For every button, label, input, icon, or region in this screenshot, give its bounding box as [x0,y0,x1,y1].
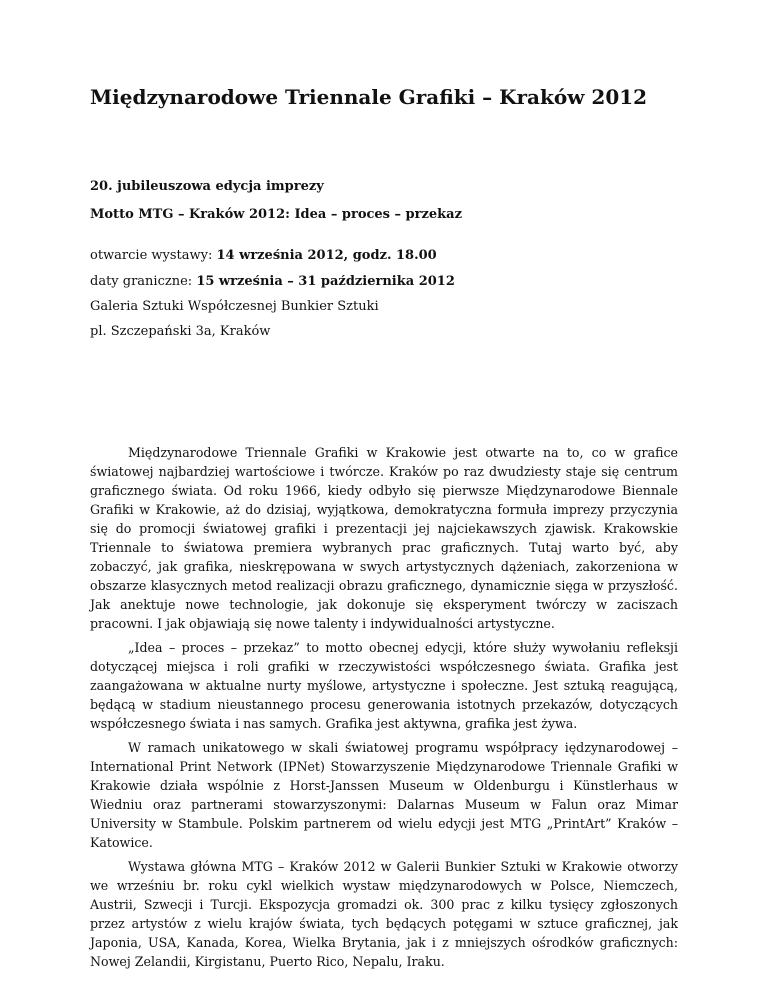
paragraph: Wystawa główna MTG – Kraków 2012 w Galerii Bunkier Sztuki w Krakowie otworzy we wrześniu br. roku cykl wielkich wystaw międzynarodowych w Polsce, Niemczech, Austrii, Szwecji i Turcji. Ekspozycja gromadzi ok. 300 prac z kilku tysięcy zgłoszonych przez artystów z wielu krajów świata, tych będących potęgami w sztuce graficznej, jak Japonia, USA, Kanada, Korea, Wielka Brytania, jak i z mniejszych ośrodków graficznych: Nowej Zelandii, Kirgistanu, Puerto Rico, Nepalu, Iraku. [90,859,678,969]
edition-line: 20. jubileuszowa edycja imprezy [90,179,324,194]
paragraph: „Idea – proces – przekaz” to motto obecnej edycji, które służy wywołaniu refleksji dotyczącej miejsca i roli grafiki w rzeczywistości współczesnego świata. Grafika jest zaangażowana w aktualne nurty myślowe, artystyczne i społeczne. Jest sztuką reagującą, będącą w stadium nieustannego procesu generowania istotnych przekazów, dotyczących współczesnego świata i nas samych. Grafika jest aktywna, grafika jest żywa. [90,640,678,731]
dates-label: daty graniczne: [90,274,197,289]
address-line: pl. Szczepański 3a, Kraków [90,324,271,339]
dates-line [90,274,455,289]
dates-value: 15 września – 31 października 2012 [196,274,455,289]
opening-line [90,248,437,263]
motto-line: Motto MTG – Kraków 2012: Idea – proces – przekaz [90,207,462,222]
document-title: Międzynarodowe Triennale Grafiki – Kraków 2012 [90,85,648,109]
paragraph: W ramach unikatowego w skali światowej programu współpracy iędzynarodowej – International Print Network (IPNet) Stowarzyszenie Międzynarodowe Triennale Grafiki w Krakowie działa wspólnie z Horst-Janssen Museum w Oldenburgu i Künstlerhaus w Wiedniu oraz partnerami stowarzyszonymi: Dalarnas Museum w Falun oraz Mimar University w Stambule. Polskim partnerem od wielu edycji jest MTG „PrintArt” Kraków – Katowice. [90,740,678,850]
body-text [90,443,678,976]
opening-value: 14 września 2012, godz. 18.00 [216,248,437,263]
opening-label: otwarcie wystawy: [90,248,217,263]
paragraph: Międzynarodowe Triennale Grafiki w Krakowie jest otwarte na to, co w grafice światowej najbardziej wartościowe i twórcze. Kraków po raz dwudziesty staje się centrum graficznego świata. Od roku 1966, kiedy odbyło się pierwsze Międzynarodowe Biennale Grafiki w Krakowie, aż do dzisiaj, wyjątkowa, demokratyczna formuła imprezy przyczynia się do promocji światowej grafiki i prezentacji jej najciekawszych zjawisk. Krakowskie Triennale to światowa premiera wybranych prac graficznych. Tutaj warto być, aby zobaczyć, jak grafika, nieskrępowana w swych artystycznych dążeniach, zakorzeniona w obszarze klasycznych metod realizacji obrazu graficznego, dynamicznie sięga w przyszłość. Jak anektuje nowe technologie, jak dokonuje się eksperyment twórczy w zaciszach pracowni. I jak objawiają się nowe talenty i indywidualności artystyczne. [90,445,678,631]
venue-line: Galeria Sztuki Współczesnej Bunkier Sztuki [90,299,379,314]
